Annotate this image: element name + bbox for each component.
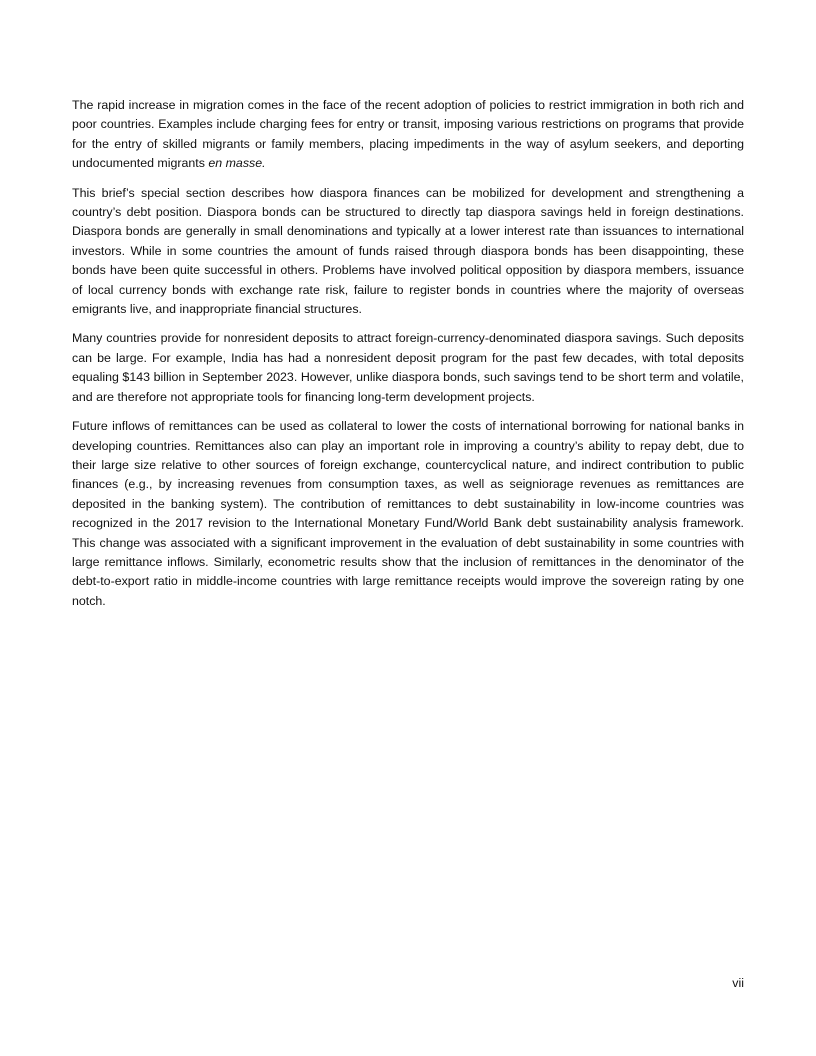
paragraph-emphasis: en masse. bbox=[208, 156, 266, 171]
page-body bbox=[72, 96, 744, 621]
paragraph-migration-policies bbox=[72, 96, 744, 174]
page-number: vii bbox=[732, 976, 744, 990]
paragraph-text: The rapid increase in migration comes in the face of the recent adoption of policies to restrict immigration in both rich and poor countries. Examples include charging fees for entry or transit, imposing various restrictions on programs that provide for the entry of skilled migrants or family members, placing impediments in the way of asylum seekers, and deporting undocumented migrants bbox=[72, 98, 744, 171]
paragraph-remittances-collateral: Future inflows of remittances can be used as collateral to lower the costs of international borrowing for national banks in developing countries. Remittances also can play an important role in improving a country’s ability to repay debt, due to their large size relative to other sources of foreign exchange, countercyclical nature, and indirect contribution to public finances (e.g., by increasing revenues from consumption taxes, as well as seigniorage revenues as remittances are deposited in the banking system). The contribution of remittances to debt sustainability in low-income countries was recognized in the 2017 revision to the International Monetary Fund/World Bank debt sustainability analysis framework. This change was associated with a significant improvement in the evaluation of debt sustainability in some countries with large remittance inflows. Similarly, econometric results show that the inclusion of remittances in the denominator of the debt-to-export ratio in middle-income countries with large remittance receipts would improve the sovereign rating by one notch. bbox=[72, 419, 744, 608]
paragraph-diaspora-bonds: This brief’s special section describes how diaspora finances can be mobilized for development and strengthening a country’s debt position. Diaspora bonds can be structured to directly tap diaspora savings held in foreign destinations. Diaspora bonds are generally in small denominations and typically at a lower interest rate than issuances to international investors. While in some countries the amount of funds raised through diaspora bonds has been disappointing, these bonds have been quite successful in others. Problems have involved political opposition by diaspora members, issuance of local currency bonds with exchange rate risk, failure to register bonds in countries where the majority of overseas emigrants live, and inappropriate financial structures. bbox=[72, 185, 744, 317]
paragraph-nonresident-deposits: Many countries provide for nonresident deposits to attract foreign-currency-denominated diaspora savings. Such deposits can be large. For example, India has had a nonresident deposit program for the past few decades, with total deposits equaling $143 billion in September 2023. However, unlike diaspora bonds, such savings tend to be short term and volatile, and are therefore not appropriate tools for financing long-term development projects. bbox=[72, 331, 744, 404]
